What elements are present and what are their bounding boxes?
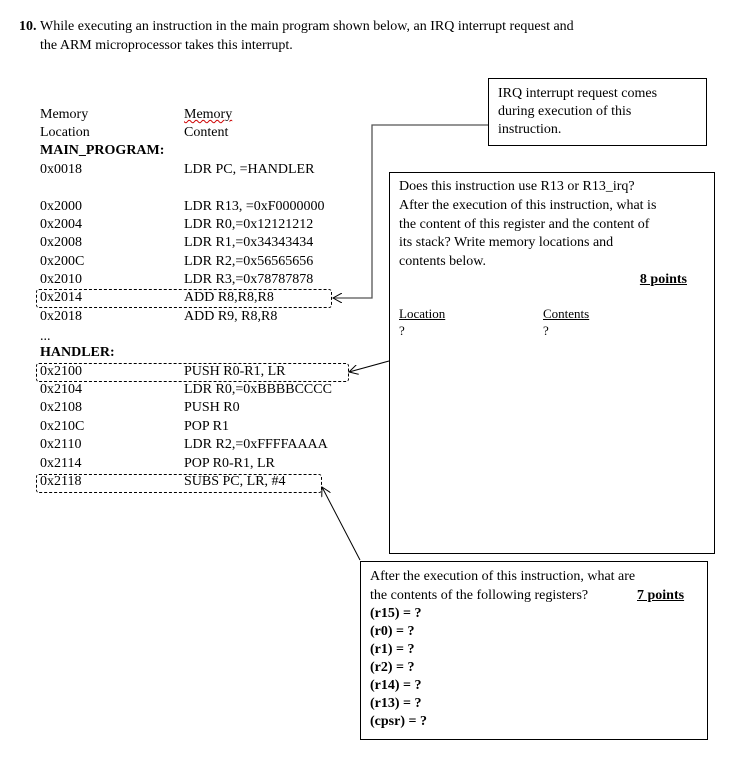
registers-question-line: After the execution of this instruction, what are	[370, 569, 636, 584]
register-question: (r0) = ?	[370, 624, 415, 639]
irq-note-line: instruction.	[498, 122, 562, 137]
instruction: SUBS PC, LR, #4	[184, 474, 286, 489]
ellipsis: ...	[40, 329, 51, 344]
registers-question-line: the contents of the following registers?	[370, 588, 589, 603]
register-question: (r14) = ?	[370, 678, 422, 693]
instruction: POP R1	[184, 419, 230, 434]
register-question: (r2) = ?	[370, 660, 415, 675]
question-line-1: While executing an instruction in the main program shown below, an IRQ interrupt request and	[40, 19, 574, 34]
instruction: POP R0-R1, LR	[184, 456, 275, 471]
irq-note-line: during execution of this	[498, 104, 632, 119]
memory-address: 0x2018	[40, 309, 82, 324]
header-location-2: Location	[40, 125, 90, 140]
instruction: LDR R3,=0x78787878	[184, 272, 314, 287]
irq-note-line: IRQ interrupt request comes	[498, 86, 658, 101]
instruction: LDR R1,=0x34343434	[184, 235, 314, 250]
instruction: LDR R2,=0x56565656	[184, 254, 314, 269]
register-question: (r15) = ?	[370, 606, 422, 621]
instruction: LDR R0,=0x12121212	[184, 217, 314, 232]
handler-label: HANDLER:	[40, 345, 115, 360]
memory-address: 0x2000	[40, 199, 82, 214]
instruction: LDR R2,=0xFFFFAAAA	[184, 437, 328, 452]
question-number: 10.	[19, 19, 37, 34]
instruction: LDR R0,=0xBBBBCCCC	[184, 382, 332, 397]
stack-question-line: the content of this register and the content of	[399, 217, 650, 232]
main-program-label: MAIN_PROGRAM:	[40, 143, 165, 158]
memory-address: 0x210C	[40, 419, 85, 434]
instruction: PUSH R0-R1, LR	[184, 364, 286, 379]
question-line-2: the ARM microprocessor takes this interrupt.	[40, 38, 293, 53]
register-question: (r1) = ?	[370, 642, 415, 657]
arrow-stack-to-0x2100	[349, 361, 389, 372]
header-content-1: Memory	[184, 107, 233, 122]
memory-address: 0x2104	[40, 382, 82, 397]
arrow-regs-to-0x2118	[322, 487, 360, 560]
instruction: PUSH R0	[184, 400, 240, 415]
location-value: ?	[399, 323, 405, 338]
memory-address: 0x2014	[40, 290, 82, 305]
memory-address: 0x2008	[40, 235, 82, 250]
stack-question-line: Does this instruction use R13 or R13_irq?	[399, 179, 635, 194]
register-question: (cpsr) = ?	[370, 714, 427, 729]
memory-address: 0x2118	[40, 474, 82, 489]
memory-address: 0x2010	[40, 272, 82, 287]
memory-address: 0x2114	[40, 456, 82, 471]
stack-question-line: its stack? Write memory locations and	[399, 235, 614, 250]
memory-address: 0x2100	[40, 364, 82, 379]
stack-points: 8 points	[639, 272, 687, 287]
instruction: ADD R8,R8,R8	[184, 290, 274, 305]
memory-address: 0x2110	[40, 437, 82, 452]
instruction: LDR R13, =0xF0000000	[184, 199, 325, 214]
memory-address: 0x2004	[40, 217, 82, 232]
instruction: ADD R9, R8,R8	[184, 309, 278, 324]
memory-address: 0x200C	[40, 254, 85, 269]
register-question: (r13) = ?	[370, 696, 422, 711]
stack-question-line: contents below.	[399, 254, 486, 269]
contents-value: ?	[543, 323, 549, 338]
memory-address: 0x2108	[40, 400, 82, 415]
contents-column-header: Contents	[543, 306, 590, 321]
memory-address: 0x0018	[40, 162, 82, 177]
registers-points: 7 points	[637, 588, 685, 603]
location-column-header: Location	[399, 306, 446, 321]
header-content-2: Content	[184, 125, 229, 140]
arrow-irq-to-0x2014	[333, 125, 488, 298]
instruction: LDR PC, =HANDLER	[184, 162, 315, 177]
header-location-1: Memory	[40, 107, 89, 122]
stack-question-line: After the execution of this instruction, what is	[399, 198, 657, 213]
